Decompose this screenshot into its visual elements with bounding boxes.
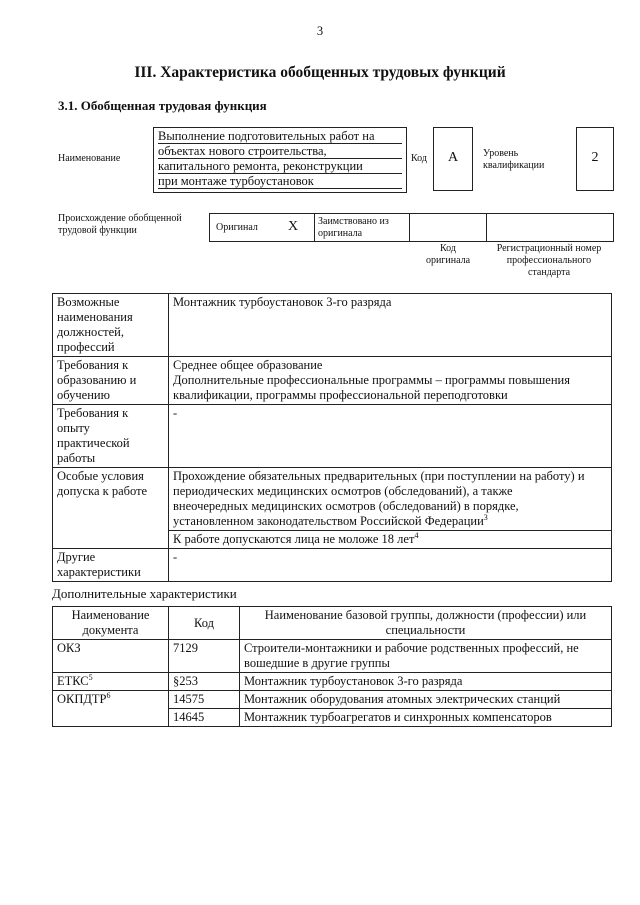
origin-label — [58, 213, 182, 237]
table-row — [53, 673, 612, 691]
header-document: Наименование документа — [53, 607, 169, 640]
origin-divider-2 — [409, 214, 410, 241]
education-value: Среднее общее образование Дополнительные профессиональные программы – программы повышения квалификации, программы профессиональной переподготовки — [169, 357, 612, 405]
original-mark: X — [288, 219, 299, 234]
table-row — [53, 357, 612, 405]
table-row — [53, 640, 612, 673]
possible-names-label: Возможные наименования должностей, профессий — [53, 294, 169, 357]
code-value: A — [447, 150, 459, 165]
origin-table — [209, 213, 614, 242]
caption-reg-line-3: стандарта — [527, 267, 571, 278]
caption-code — [409, 243, 487, 267]
original-label: Оригинал — [216, 222, 258, 233]
name-line-3: капитального ремонта, реконструкции — [158, 159, 402, 174]
level-label — [483, 148, 544, 172]
borrowed-line-2: оригинала — [318, 228, 363, 239]
caption-code-line-2: оригинала — [425, 255, 471, 266]
code-box — [433, 127, 473, 191]
additional-table — [52, 606, 612, 727]
table-row — [53, 549, 612, 582]
group-cell: Строители-монтажники и рабочие родственных профессий, не вошедшие в другие группы — [240, 640, 612, 673]
origin-label-line-1: Происхождение обобщенной — [58, 213, 182, 224]
other-value: - — [169, 549, 612, 582]
caption-reg-line-1: Регистрационный номер — [496, 243, 602, 254]
section-title: III. Характеристика обобщенных трудовых функций — [134, 64, 506, 81]
header-code: Код — [169, 607, 240, 640]
footnote-6: 6 — [106, 690, 111, 700]
table-row — [53, 405, 612, 468]
level-value: 2 — [591, 150, 599, 165]
code-label: Код — [411, 153, 427, 164]
caption-reg-line-2: профессионального — [506, 255, 592, 266]
name-label: Наименование — [58, 153, 121, 164]
table-row — [53, 468, 612, 531]
table-row — [53, 294, 612, 357]
footnote-4: 4 — [414, 530, 419, 540]
conditions-label: Особые условия допуска к работе — [53, 468, 169, 549]
caption-code-line-1: Код — [440, 243, 456, 254]
table-header-row — [53, 607, 612, 640]
subsection-title: 3.1. Обобщенная трудовая функция — [58, 98, 267, 113]
name-line-1: Выполнение подготовительных работ на — [158, 129, 402, 144]
doc-cell: ЕТКС$^5$ — [53, 673, 169, 691]
borrowed-line-1: Заимствовано из — [318, 216, 389, 227]
group-cell: Монтажник турбоустановок 3-го разряда — [240, 673, 612, 691]
level-box — [576, 127, 614, 191]
borrowed-label — [318, 216, 389, 240]
origin-divider-1 — [314, 214, 315, 241]
possible-names-value: Монтажник турбоустановок 3-го разряда — [169, 294, 612, 357]
level-label-line-1: Уровень — [483, 148, 519, 159]
education-label: Требования к образованию и обучению — [53, 357, 169, 405]
level-label-line-2: квалификации — [483, 160, 545, 171]
age-requirement: К работе допускаются лица не моложе 18 лет$^4$ — [169, 531, 612, 549]
name-line-4: при монтаже турбоустановок — [158, 174, 402, 189]
doc-cell: ОКЗ — [53, 640, 169, 673]
code-cell: 7129 — [169, 640, 240, 673]
code-cell: §253 — [169, 673, 240, 691]
main-table — [52, 293, 612, 582]
code-cell: 14645 — [169, 709, 240, 727]
page-number: 3 — [316, 24, 324, 38]
function-name-box — [153, 127, 407, 193]
caption-reg — [486, 243, 612, 279]
table-row — [53, 691, 612, 709]
doc-cell: ОКПДТР$^6$ — [53, 691, 169, 727]
experience-value: - — [169, 405, 612, 468]
header-group: Наименование базовой группы, должности (профессии) или специальности — [240, 607, 612, 640]
footnote-5: 5 — [88, 672, 93, 682]
additional-title: Дополнительные характеристики — [52, 586, 237, 601]
group-cell: Монтажник турбоагрегатов и синхронных компенсаторов — [240, 709, 612, 727]
footnote-3: 3 — [483, 512, 488, 522]
experience-label: Требования к опыту практической работы — [53, 405, 169, 468]
other-label: Другие характеристики — [53, 549, 169, 582]
origin-label-line-2: трудовой функции — [58, 225, 137, 236]
origin-divider-3 — [486, 214, 487, 241]
code-cell: 14575 — [169, 691, 240, 709]
name-line-2: объектах нового строительства, — [158, 144, 402, 159]
group-cell: Монтажник оборудования атомных электрических станций — [240, 691, 612, 709]
conditions-value: Прохождение обязательных предварительных (при поступлении на работу) и периодических медицинских осмотров (обследований), а также внеочередных медицинских осмотров (обследований) в порядке, установленном законодательством Российской Федерации$^3$ — [169, 468, 612, 531]
